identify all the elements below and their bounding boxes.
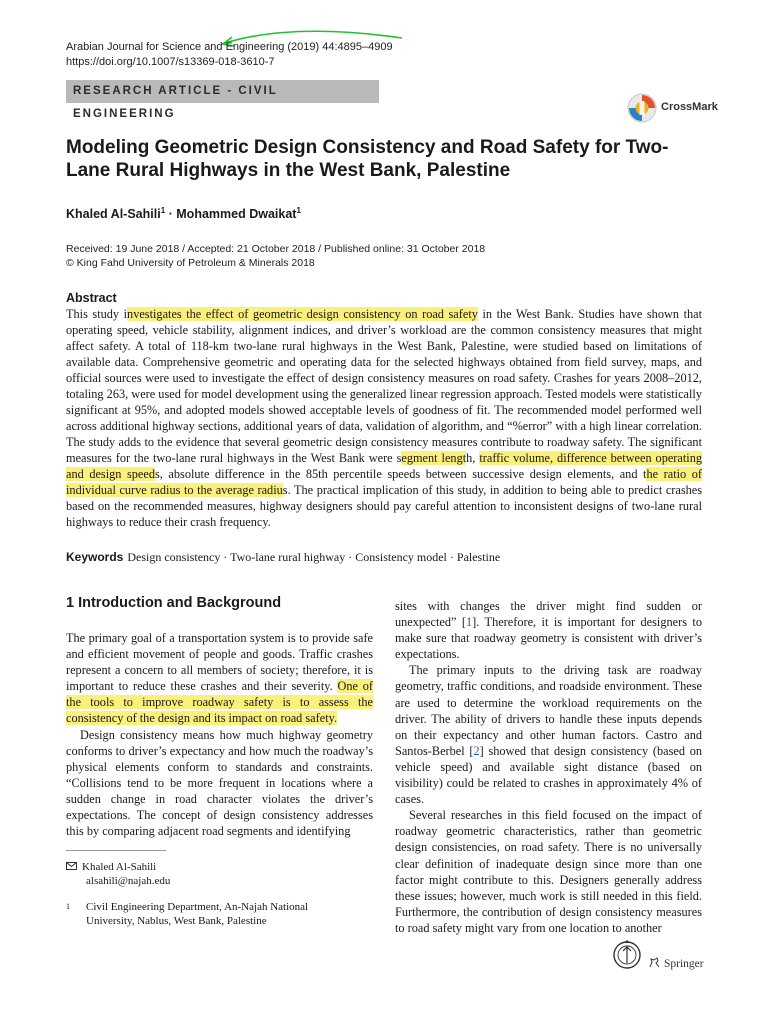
- copyright-notice: © King Fahd University of Petroleum & Minerals 2018: [66, 257, 315, 269]
- highlighted-text: he ratio of individual curve radius to the average radiu: [66, 467, 702, 497]
- springer-brand: [648, 956, 704, 972]
- author-name[interactable]: Mohammed Dwaikat: [176, 207, 297, 222]
- doi-link[interactable]: https://doi.org/10.1007/s13369-018-3610-7: [66, 56, 275, 68]
- author-name[interactable]: Khaled Al-Sahili: [66, 207, 161, 222]
- right-column: [395, 598, 702, 936]
- springer-horse-icon: [648, 956, 661, 972]
- highlighted-text: One of the tools to improve roadway safety is to assess the consistency of the design and its impact on road safety.: [66, 679, 373, 726]
- highlighted-text: nvestigates the effect of geometric design consistency on road safety: [127, 307, 478, 321]
- abstract-text: s. The practical implication of this study, in addition to being able to predict crashes based on the recommended measures, highway designers should pay careful attention to inconsistent designs of two-lane rural highways to reduce their crash frequency.: [66, 483, 703, 529]
- abstract-text: s, absolute difference in the 85th percentile speeds between successive design elements, and t: [155, 467, 647, 481]
- crossmark-label: CrossMark: [661, 101, 718, 113]
- affiliation-number: 1: [66, 902, 70, 911]
- abstract-heading: Abstract: [66, 291, 117, 305]
- paragraph: sites with changes the driver might find sudden or unexpected” [1]. Therefore, it is important for designers to make sure that roadway geometry is consistent with driver’s expectations.: [395, 599, 702, 662]
- footnote-divider: [66, 850, 166, 851]
- paragraph: The primary goal of a transportation system is to provide safe and efficient movement of people and goods. Traffic crashes represent a concern to all members of society; therefore, it is important to reduce these crashes and their severity. One of the tools to improve roadway safety is to assess the consistency of the design and its impact on road safety.: [66, 631, 373, 726]
- abstract-text: This study i: [66, 307, 128, 321]
- citation-link[interactable]: 2: [473, 743, 480, 758]
- author-separator: ·: [165, 207, 177, 222]
- author-email[interactable]: alsahili@najah.edu: [86, 875, 171, 887]
- publisher-name: Springer: [664, 958, 704, 970]
- section-heading: 1 Introduction and Background: [66, 595, 282, 611]
- crossmark-icon: [627, 93, 657, 123]
- affiliation-marker: 1: [296, 206, 301, 215]
- paragraph: Design consistency means how much highway geometry conforms to driver’s expectancy and how much the roadway’s physical elements conform to standards and constraints. “Collisions tend to be more frequent in locations where a sudden change in road character violates the driver’s expectations. The concept of design consistency addresses this by comparing adjacent road segments and identifying: [66, 727, 373, 839]
- envelope-icon: [66, 861, 82, 875]
- publication-dates: Received: 19 June 2018 / Accepted: 21 October 2018 / Published online: 31 October 2018: [66, 243, 486, 255]
- article-category-bar: RESEARCH ARTICLE - CIVIL ENGINEERING: [66, 80, 379, 103]
- paragraph: Several researches in this field focused on the impact of roadway geometric characteristics, rather than geometric design consistencies, on road safety. There is no universally clear definition of inadequate design since more than one factor might contribute to this. Designers generally address these issues; however, much work is still needed in this field. Furthermore, the contribution of design consistency measures to road safety might vary from one location to another: [395, 808, 702, 935]
- keywords-label: Keywords: [66, 550, 124, 564]
- affiliation-footnote: $^1$ Civil Engineering Department, An-Najah National University, Nablus, West Bank, Palestine: [66, 901, 309, 927]
- paper-title: Modeling Geometric Design Consistency and Road Safety for Two-Lane Rural Highways in the West Bank, Palestine: [66, 137, 669, 181]
- journal-citation: Arabian Journal for Science and Engineering (2019) 44:4895–4909: [66, 41, 393, 53]
- author-list: [66, 206, 301, 221]
- keywords-line: [66, 550, 500, 565]
- corresponding-author-name: Khaled Al-Sahili: [82, 861, 157, 873]
- kfupm-logo-icon: [612, 938, 642, 972]
- abstract-body: [66, 306, 702, 530]
- affiliation-marker: 1: [160, 206, 166, 215]
- abstract-text: h,: [466, 451, 480, 465]
- left-column: [66, 630, 373, 839]
- highlighted-text: egment lengt: [401, 451, 467, 465]
- highlighted-text: traffic volume, difference between operating and design speed: [66, 451, 702, 481]
- abstract-text: in the West Bank. Studies have shown that operating speed, vehicle stability, alignment indices, and driver’s workload are the common consistency measures that might affect safety. A total of 118-km two-lane rural highways in the West Bank, Palestine, were studied based on limitations of available data. Comprehensive geometric and operating data for the selected highways obtained from field survey, maps, and official sources were used to investigate the effect of design consistency measures on road safety. Crashes for years 2008–2012, totaling 263, were used for model development using the generalized linear regression approach. Tested models were statistically significant at 95%, and adopted models showed acceptable levels of goodness of fit. The recommended model performed well across additional highway sections, additional years of data, validation of algorithm, and “%error” with a high linear correlation. The study adds to the evidence that several geometric design consistency measures contribute to roadway safety. The significant measures for the two-lane rural highways in the West Bank were s: [66, 307, 703, 465]
- keywords-list: Design consistency · Two-lane rural highway · Consistency model · Palestine: [127, 550, 501, 564]
- citation-link[interactable]: 1: [466, 615, 473, 630]
- corresponding-author: [66, 861, 156, 875]
- paragraph: The primary inputs to the driving task are roadway geometry, traffic conditions, and roadside environment. These are used to determine the workload requirements on the driver. The ability of drivers to handle these inputs depends on their expectancy and other human factors. Castro and Santos-Berbel [2] showed that design consistency (based on vehicle speed) and available sight distance (based on visibility) could be related to crashes in approximately 4% of cases.: [395, 663, 702, 807]
